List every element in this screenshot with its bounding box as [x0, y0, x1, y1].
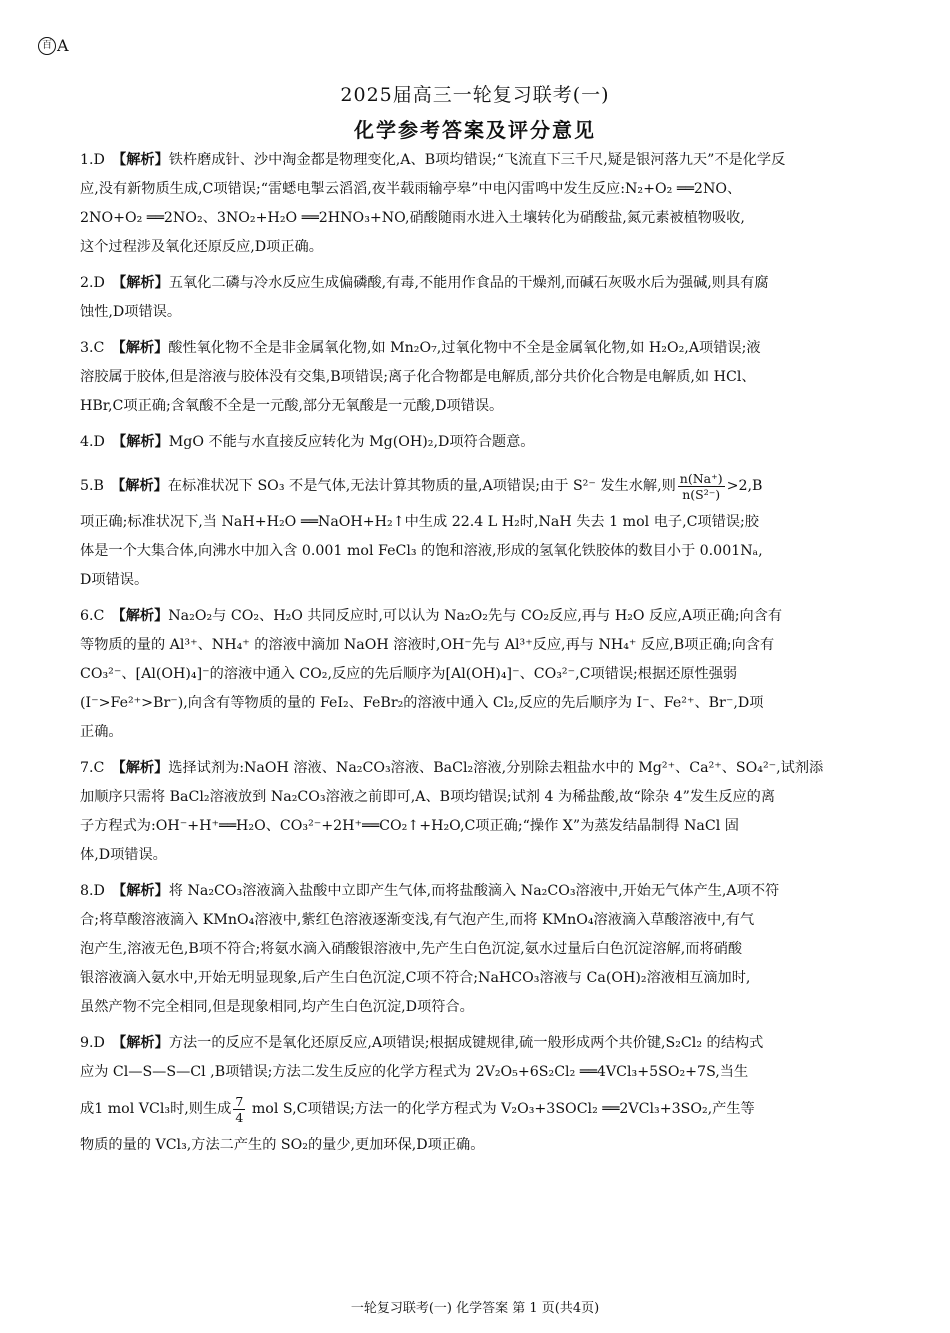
fraction-numerator: n(Na⁺): [679, 470, 723, 486]
answer-item-4: [80, 428, 873, 457]
answer-item-6: [80, 602, 873, 747]
answer-line: 物质的量的 VCl₃,方法二产生的 SO₂的量少,更加环保,D项正确。: [80, 1137, 485, 1153]
analysis-tag: 【解析】: [118, 340, 169, 356]
analysis-tag: 【解析】: [119, 275, 169, 291]
answer-line: HBr,C项正确;含氧酸不全是一元酸,部分无氧酸是一元酸,D项错误。: [80, 398, 504, 414]
answer-list: [80, 146, 873, 1167]
answer-line: 蚀性,D项错误。: [80, 304, 182, 320]
answer-text: >2,B: [726, 478, 763, 494]
answer-line: 2NO+O₂ ══2NO₂、3NO₂+H₂O ══2HNO₃+NO,硝酸随雨水进入土壤转化为硝酸盐,氮元素被植物吸收,: [80, 210, 745, 226]
answer-item-1: [80, 146, 873, 262]
analysis-tag: 【解析】: [118, 608, 169, 624]
answer-line: [80, 754, 873, 783]
answer-item-7: [80, 754, 873, 870]
page-title: 2025届高三一轮复习联考(一): [340, 84, 610, 106]
answer-number: 5.B: [80, 478, 104, 494]
answer-line: 泡产生,溶液无色,B项不符合;将氨水滴入硝酸银溶液中,先产生白色沉淀,氨水过量后白色沉淀溶解,而将硝酸: [80, 941, 743, 957]
answer-text: 将 Na₂CO₃溶液滴入盐酸中立即产生气体,而将盐酸滴入 Na₂CO₃溶液中,开始无气体产生,A项不符: [168, 883, 780, 899]
answer-line: [80, 1087, 873, 1131]
answer-line: [80, 1029, 873, 1058]
answer-number: 6.C: [80, 608, 105, 624]
answer-text: 铁杵磨成针、沙中淘金都是物理变化,A、B项均错误;“飞流直下三千尺,疑是银河落九天”不是化学反: [168, 152, 786, 168]
answer-item-3: [80, 334, 873, 421]
answer-item-8: [80, 877, 873, 1022]
answer-number: 7.C: [80, 760, 105, 776]
answer-line: 体,D项错误。: [80, 847, 167, 863]
answer-line: 虽然产物不完全相同,但是现象相同,均产生白色沉淀,D项符合。: [80, 999, 474, 1015]
circle-mark-icon: 百: [38, 37, 56, 55]
edition-badge: [38, 36, 69, 55]
analysis-tag: 【解析】: [119, 883, 169, 899]
answer-number: 3.C: [80, 340, 105, 356]
page-footer: 一轮复习联考(一) 化学答案 第 1 页(共4页): [350, 1301, 600, 1316]
answer-line: 银溶液滴入氨水中,开始无明显现象,后产生白色沉淀,C项不符合;NaHCO₃溶液与 Ca(OH)₂溶液相互滴加时,: [80, 970, 751, 986]
fraction-numerator: 7: [235, 1093, 244, 1109]
edition-letter: A: [57, 36, 69, 55]
answer-line: 正确。: [80, 724, 123, 740]
analysis-tag: 【解析】: [119, 434, 169, 450]
analysis-tag: 【解析】: [119, 1035, 169, 1051]
answer-text: mol S,C项错误;方法一的化学方程式为 V₂O₃+3SOCl₂ ══2VCl₃+3SO₂,产生等: [247, 1101, 755, 1117]
answer-line: D项错误。: [80, 572, 149, 588]
answer-line: 体是一个大集合体,向沸水中加入含 0.001 mol FeCl₃ 的饱和溶液,形成的氢氧化铁胶体的数目小于 0.001Nₐ,: [80, 543, 763, 559]
answer-line: [80, 877, 873, 906]
answer-text: 成1 mol VCl₃时,则生成: [80, 1101, 232, 1117]
answer-line: CO₃²⁻、[Al(OH)₄]⁻的溶液中通入 CO₂,反应的先后顺序为[Al(OH)₄]⁻、CO₃²⁻,C项错误;根据还原性强弱: [80, 666, 738, 682]
answer-line: 应,没有新物质生成,C项错误;“雷蟋电掣云滔滔,夜半载雨输亭皋”中电闪雷鸣中发生反应:N₂+O₂ ══2NO、: [80, 181, 742, 197]
answer-line: 溶胶属于胶体,但是溶液与胶体没有交集,B项错误;离子化合物都是电解质,部分共价化合物是电解质,如 HCl、: [80, 369, 756, 385]
answer-text: 五氧化二磷与冷水反应生成偏磷酸,有毒,不能用作食品的干燥剂,而碱石灰吸水后为强碱,则具有腐: [168, 275, 769, 291]
fraction-denominator: n(S²⁻): [682, 486, 721, 502]
page-subtitle: 化学参考答案及评分意见: [354, 118, 596, 142]
answer-line: [80, 334, 873, 363]
answer-line: [80, 269, 873, 298]
answer-line: 应为 Cl—S—S—Cl ,B项错误;方法二发生反应的化学方程式为 2V₂O₅+6S₂Cl₂ ══4VCl₃+5SO₂+7S,当生: [80, 1064, 749, 1080]
answer-number: 8.D: [80, 883, 105, 899]
answer-line: (I⁻>Fe²⁺>Br⁻),向含有等物质的量的 FeI₂、FeBr₂的溶液中通入 Cl₂,反应的先后顺序为 I⁻、Fe²⁺、Br⁻,D项: [80, 695, 764, 711]
answer-line: 这个过程涉及氧化还原反应,D项正确。: [80, 239, 323, 255]
answer-line: 加顺序只需将 BaCl₂溶液放到 Na₂CO₃溶液之前即可,A、B项均错误;试剂 4 为稀盐酸,故“除杂 4”发生反应的离: [80, 789, 776, 805]
mole-fraction: [233, 1094, 245, 1125]
answer-line: 合;将草酸溶液滴入 KMnO₄溶液中,紫红色溶液逐渐变浅,有气泡产生,而将 KMnO₄溶液滴入草酸溶液中,有气: [80, 912, 755, 928]
answer-number: 1.D: [80, 152, 105, 168]
answer-text: 酸性氧化物不全是非金属氧化物,如 Mn₂O₇,过氧化物中不全是金属氧化物,如 H₂O₂,A项错误;液: [168, 340, 761, 356]
answer-line: [80, 428, 873, 457]
answer-text: MgO 不能与水直接反应转化为 Mg(OH)₂,D项符合题意。: [168, 434, 535, 450]
answer-item-2: [80, 269, 873, 327]
answer-line: 子方程式为:OH⁻+H⁺══H₂O、CO₃²⁻+2H⁺══CO₂↑+H₂O,C项正确;“操作 X”为蒸发结晶制得 NaCl 固: [80, 818, 739, 834]
ratio-fraction: [678, 471, 725, 502]
answer-line: 项正确;标准状况下,当 NaH+H₂O ══NaOH+H₂↑中生成 22.4 L H₂时,NaH 失去 1 mol 电子,C项错误;胶: [80, 514, 759, 530]
answer-line: [80, 602, 873, 631]
answer-text: 在标准状况下 SO₃ 不是气体,无法计算其物质的量,A项错误;由于 S²⁻ 发生水解,则: [167, 478, 676, 494]
answer-line: 等物质的量的 Al³⁺、NH₄⁺ 的溶液中滴加 NaOH 溶液时,OH⁻先与 Al³⁺反应,再与 NH₄⁺ 反应,B项正确;向含有: [80, 637, 775, 653]
analysis-tag: 【解析】: [118, 478, 168, 494]
answer-item-5: [80, 464, 873, 595]
answer-number: 2.D: [80, 275, 105, 291]
fraction-denominator: 4: [235, 1109, 244, 1125]
answer-number: 4.D: [80, 434, 105, 450]
analysis-tag: 【解析】: [119, 152, 169, 168]
answer-item-9: [80, 1029, 873, 1160]
answer-text: 选择试剂为:NaOH 溶液、Na₂CO₃溶液、BaCl₂溶液,分别除去粗盐水中的 Mg²⁺、Ca²⁺、SO₄²⁻,试剂添: [168, 760, 824, 776]
answer-line: [80, 146, 873, 175]
analysis-tag: 【解析】: [118, 760, 169, 776]
answer-number: 9.D: [80, 1035, 105, 1051]
answer-text: Na₂O₂与 CO₂、H₂O 共同反应时,可以认为 Na₂O₂先与 CO₂反应,再与 H₂O 反应,A项正确;向含有: [168, 608, 783, 624]
answer-line: [80, 464, 873, 508]
answer-text: 方法一的反应不是氧化还原反应,A项错误;根据成键规律,硫一般形成两个共价键,S₂Cl₂ 的结构式: [168, 1035, 764, 1051]
